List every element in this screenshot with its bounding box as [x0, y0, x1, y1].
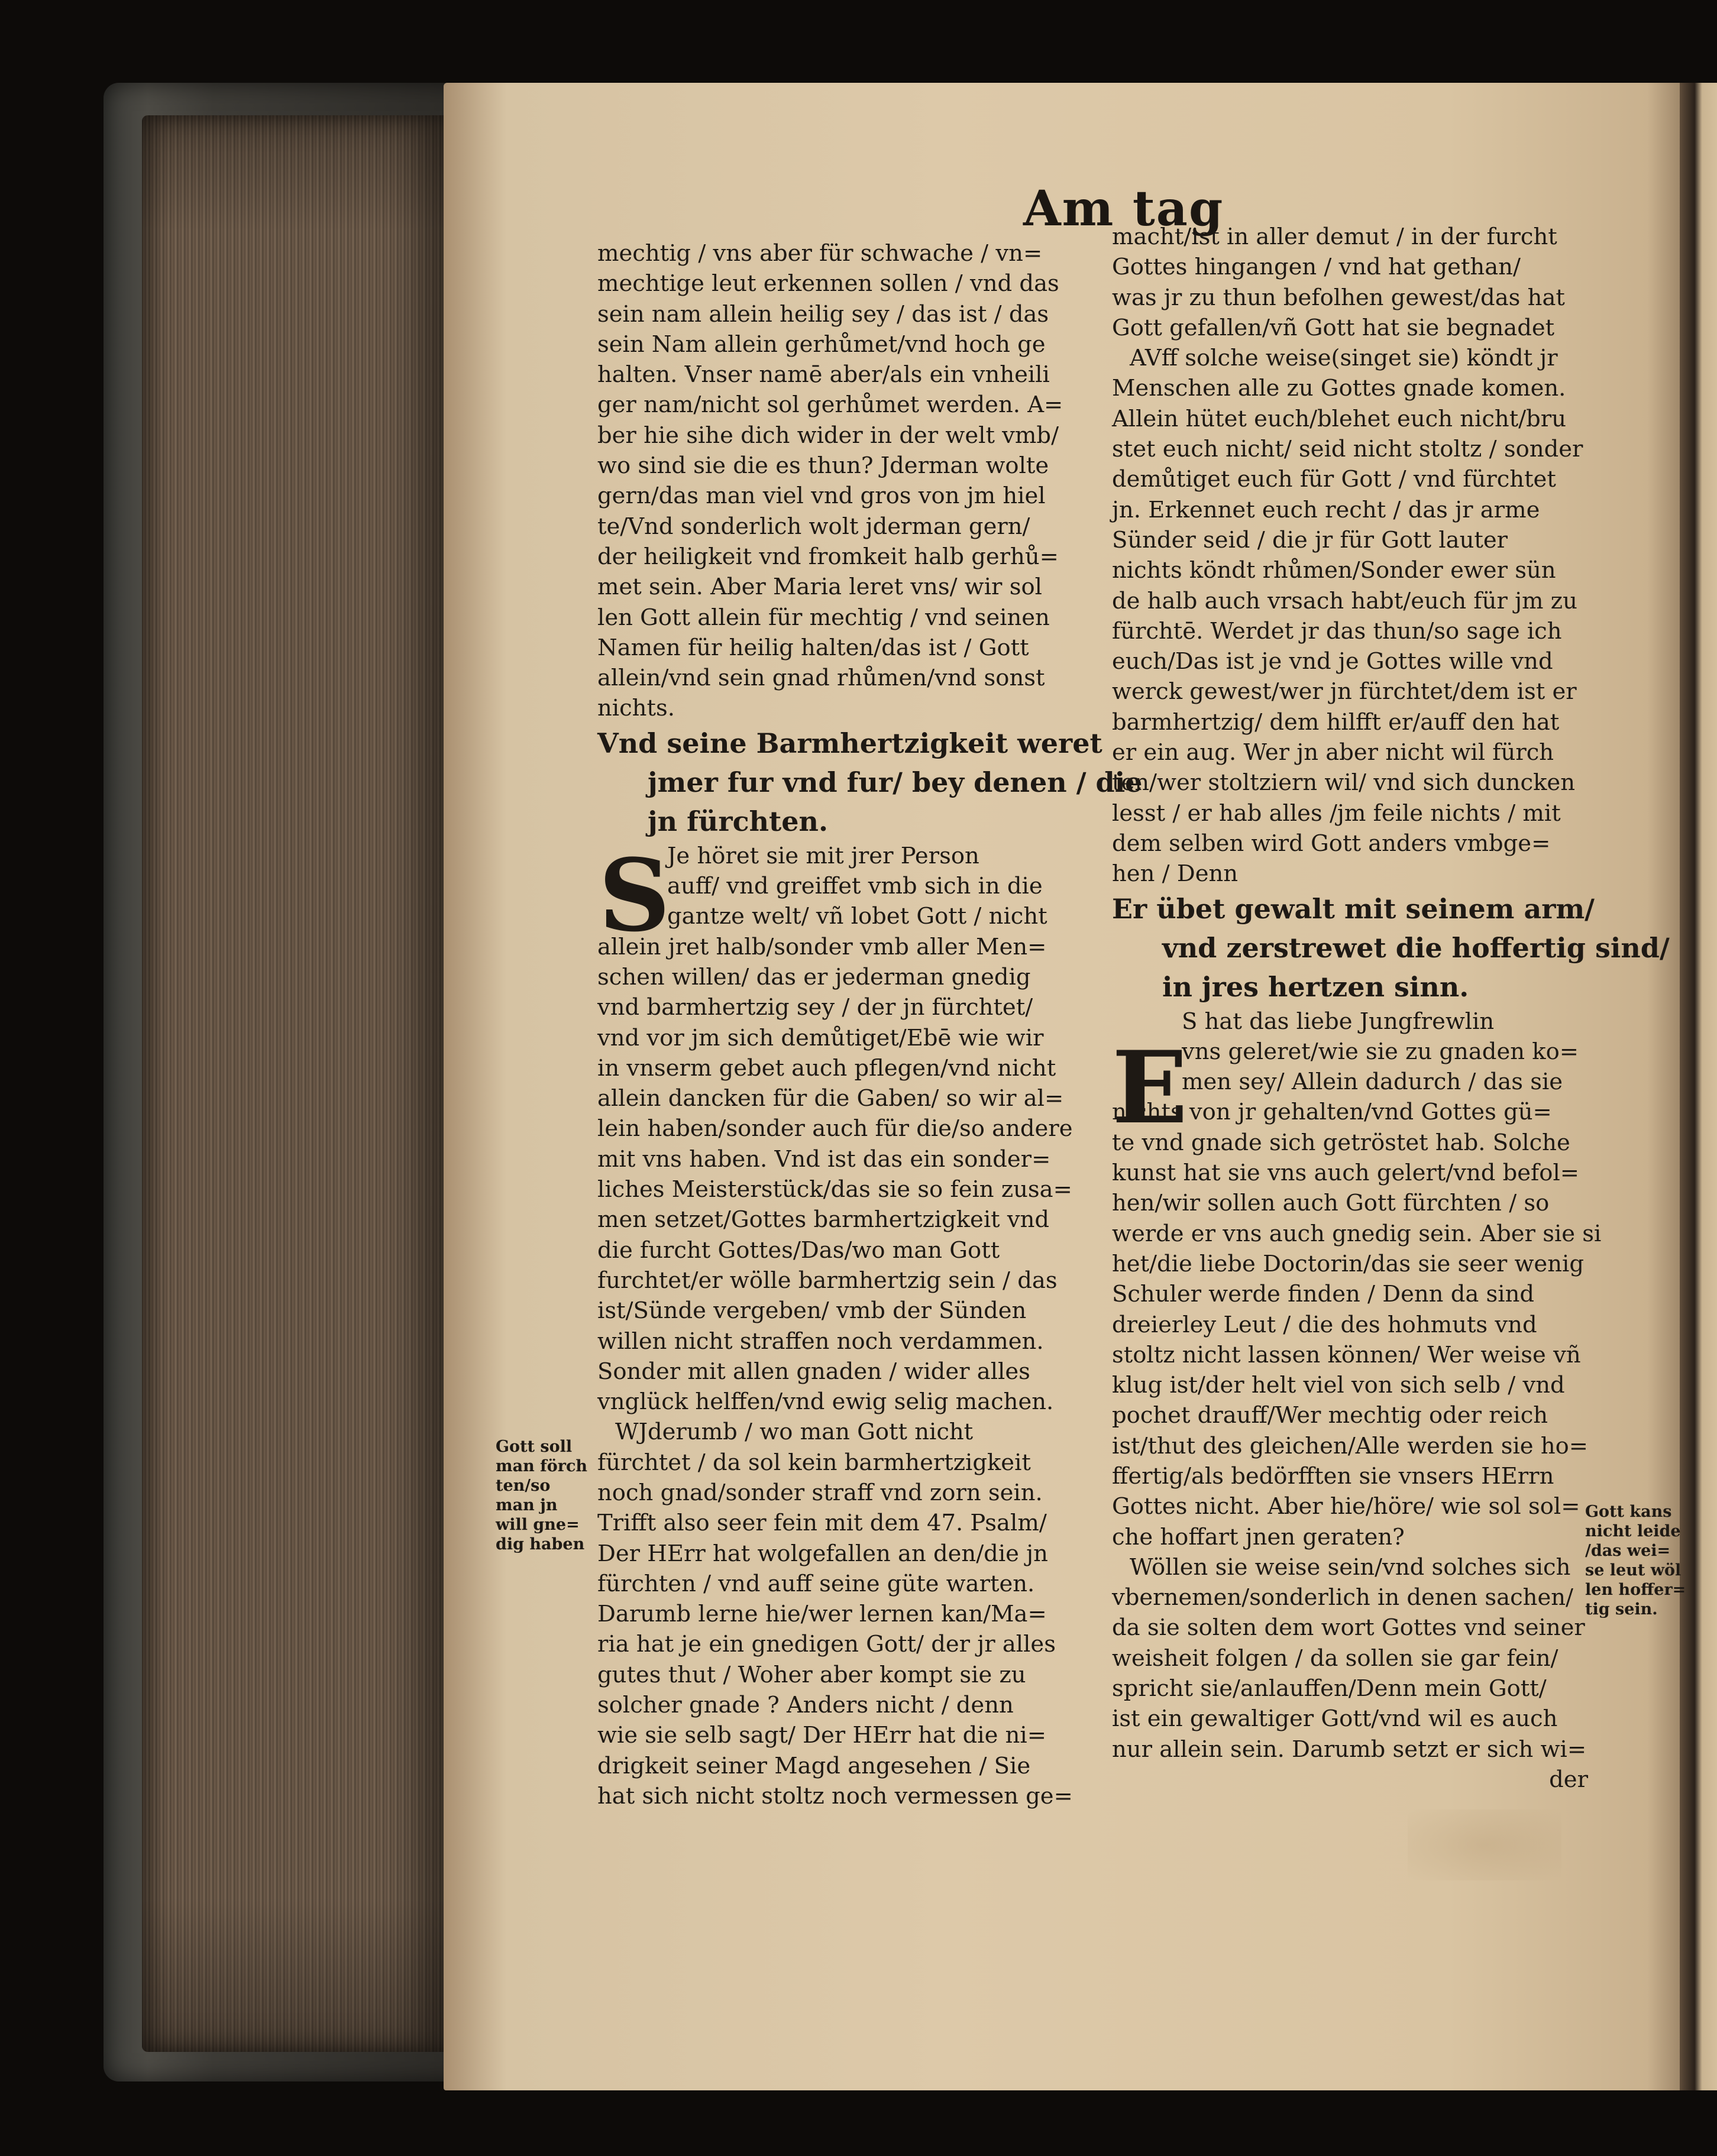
text-line: ber hie sihe dich wider in der welt vmb/ [597, 422, 1059, 449]
text-line: macht/ist in aller demut / in der furcht [1112, 224, 1557, 250]
margin-note-line: will gne= [496, 1516, 580, 1534]
text-line: te/Vnd sonderlich wolt jderman gern/ [597, 513, 1030, 540]
text-line: er ein aug. Wer jn aber nicht wil fürch [1112, 739, 1554, 766]
text-line: Namen für heilig halten/das ist / Gott [597, 634, 1029, 661]
page-edges-shade [142, 115, 444, 2052]
text-line: nichts. [597, 695, 675, 722]
text-line: nichts von jr gehalten/vnd Gottes gü= [1112, 1099, 1552, 1126]
text-line: Je höret sie mit jrer Person [667, 842, 979, 869]
margin-note-line: Gott soll [496, 1438, 573, 1456]
margin-note-line: Gott kans [1585, 1503, 1672, 1521]
text-line: ffertig/als bedörfften sie vnsers HErrn [1112, 1462, 1554, 1490]
text-line: halten. Vnser namē aber/als ein vnheili [597, 361, 1050, 389]
text-line: mechtige leut erkennen sollen / vnd das [597, 270, 1059, 297]
text-line: ist/thut des gleichen/Alle werden sie ho= [1112, 1432, 1589, 1459]
text-line: sein Nam allein gerhůmet/vnd hoch ge [597, 331, 1046, 358]
verse-line: Er übet gewalt mit seinem arm/ [1112, 892, 1595, 925]
margin-note-left [496, 1437, 587, 1554]
left-para-3 [597, 1417, 1085, 1811]
text-line: mit vns haben. Vnd ist das ein sonder= [597, 1145, 1051, 1173]
text-line: da sie solten dem wort Gottes vnd seiner [1112, 1614, 1585, 1642]
text-line: ria hat je ein gnedigen Gott/ der jr alles [597, 1631, 1056, 1658]
text-line: met sein. Aber Maria leret vns/ wir sol [597, 574, 1042, 601]
text-line: wie sie selb sagt/ Der HErr hat die ni= [597, 1722, 1046, 1749]
text-line: auff/ vnd greiffet vmb sich in die [667, 873, 1043, 900]
margin-note-line: dig haben [496, 1535, 585, 1553]
right-para-1 [1112, 222, 1588, 889]
margin-note-line: tig sein. [1585, 1600, 1658, 1618]
text-line: hen / Denn [1112, 860, 1239, 888]
text-line: Schuler werde finden / Denn da sind [1112, 1281, 1535, 1308]
text-line: fürchten / vnd auff seine güte warten. [597, 1570, 1035, 1597]
text-line: gantze welt/ vñ lobet Gott / nicht [667, 903, 1047, 930]
margin-note-line: nicht leide [1585, 1522, 1681, 1540]
text-line: sein nam allein heilig sey / das ist / das [597, 300, 1049, 328]
text-line: AVff solche weise(singet sie) köndt jr [1130, 345, 1558, 372]
left-para-1 [597, 238, 1085, 724]
text-line: ist/Sünde vergeben/ vmb der Sünden [597, 1297, 1027, 1325]
text-line: dem selben wird Gott anders vmbge= [1112, 830, 1551, 857]
text-line: Wöllen sie weise sein/vnd solches sich [1130, 1553, 1571, 1581]
text-line: ger nam/nicht sol gerhůmet werden. A= [597, 391, 1063, 419]
margin-note-line: se leut wöl [1585, 1561, 1682, 1579]
text-line: barmhertzig/ dem hilfft er/auff den hat [1112, 708, 1560, 736]
verse-line: jmer fur vnd fur/ bey denen / die [648, 766, 1143, 798]
text-line: vnd barmhertzig sey / der jn fürchtet/ [597, 994, 1033, 1021]
running-head: Am tag [1023, 180, 1224, 237]
margin-note-line: ten/so [496, 1477, 551, 1495]
text-line: werde er vns auch gnedig sein. Aber sie si [1112, 1220, 1602, 1247]
text-line: Gott gefallen/vñ Gott hat sie begnadet [1112, 314, 1555, 341]
text-line: WJderumb / wo man Gott nicht [615, 1419, 974, 1446]
text-line: allein jret halb/sonder vmb aller Men= [597, 933, 1047, 960]
text-line: vnd vor jm sich demůtiget/Ebē wie wir [597, 1024, 1044, 1051]
text-line: jn. Erkennet euch recht / das jr arme [1112, 496, 1540, 523]
text-line: solcher gnade ? Anders nicht / denn [597, 1692, 1014, 1719]
margin-note-right [1585, 1502, 1686, 1619]
text-line: fürchtē. Werdet jr das thun/so sage ich [1112, 617, 1562, 645]
text-line: stet euch nicht/ seid nicht stoltz / sonder [1112, 436, 1583, 463]
text-line: stoltz nicht lassen können/ Wer weise vñ [1112, 1341, 1581, 1368]
left-verse [597, 724, 1143, 841]
catchword: der [1549, 1766, 1588, 1793]
text-line: demůtiget euch für Gott / vnd fürchtet [1112, 466, 1556, 493]
text-line: wo sind sie die es thun? Jderman wolte [597, 452, 1049, 480]
text-line: kunst hat sie vns auch gelert/vnd befol= [1112, 1160, 1580, 1187]
text-line: fürchtet / da sol kein barmhertzigkeit [597, 1449, 1031, 1476]
text-line: men sey/ Allein dadurch / das sie [1182, 1069, 1563, 1096]
text-line: allein dancken für die Gaben/ so wir al= [597, 1085, 1064, 1112]
text-line: nichts köndt rhůmen/Sonder ewer sün [1112, 557, 1556, 584]
text-line: spricht sie/anlauffen/Denn mein Gott/ [1112, 1675, 1547, 1702]
text-line: noch gnad/sonder straff vnd zorn sein. [597, 1479, 1043, 1506]
text-line: werck gewest/wer jn fürchtet/dem ist er [1112, 678, 1577, 705]
text-line: liches Meisterstück/das sie so fein zusa= [597, 1176, 1072, 1203]
right-para-3 [1112, 1552, 1588, 1795]
text-line: nur allein sein. Darumb setzt er sich wi= [1112, 1736, 1587, 1763]
verse-line: in jres hertzen sinn. [1162, 970, 1469, 1003]
text-line: drigkeit seiner Magd angesehen / Sie [597, 1752, 1031, 1779]
text-line: lein haben/sonder auch für die/so andere [597, 1115, 1073, 1142]
text-line: de halb auch vrsach habt/euch für jm zu [1112, 587, 1577, 614]
text-line: ten/wer stoltziern wil/ vnd sich duncken [1112, 769, 1576, 797]
text-line: men setzet/Gottes barmhertzigkeit vnd [597, 1206, 1050, 1234]
text-line: furchtet/er wölle barmhertzig sein / das [597, 1267, 1058, 1294]
text-line: het/die liebe Doctorin/das sie seer wenig [1112, 1250, 1584, 1277]
text-line: lesst / er hab alles /jm feile nichts / mit [1112, 799, 1561, 827]
text-line: willen nicht straffen noch verdammen. [597, 1328, 1044, 1355]
text-line: vns geleret/wie sie zu gnaden ko= [1182, 1038, 1579, 1065]
text-line: klug ist/der helt viel von sich selb / vnd [1112, 1372, 1565, 1399]
text-line: vnglück helffen/vnd ewig selig machen. [597, 1388, 1054, 1416]
text-line: hat sich nicht stoltz noch vermessen ge= [597, 1782, 1073, 1809]
text-line: in vnserm gebet auch pflegen/vnd nicht [597, 1054, 1056, 1082]
text-line: hen/wir sollen auch Gott fürchten / so [1112, 1190, 1550, 1217]
text-line: der heiligkeit vnd fromkeit halb gerhů= [597, 543, 1059, 570]
text-line: Darumb lerne hie/wer lernen kan/Ma= [597, 1601, 1047, 1628]
text-line: te vnd gnade sich getröstet hab. Solche [1112, 1129, 1570, 1156]
verse-line: Vnd seine Barmhertzigkeit weret [597, 727, 1102, 759]
text-line: euch/Das ist je vnd je Gottes wille vnd [1112, 648, 1553, 675]
margin-note-line: len hoffer= [1585, 1581, 1686, 1599]
margin-note-line: man förch [496, 1457, 588, 1475]
text-line: weisheit folgen / da sollen sie gar fein/ [1112, 1644, 1558, 1672]
text-line: schen willen/ das er jederman gnedig [597, 963, 1031, 990]
text-line: Sünder seid / die jr für Gott lauter [1112, 526, 1508, 553]
decorated-initial-e: E [1112, 1029, 1188, 1146]
paper-stain [1408, 1809, 1561, 1880]
text-line: Gottes hingangen / vnd hat gethan/ [1112, 254, 1521, 281]
left-column [597, 238, 1143, 1811]
text-line: ist ein gewaltiger Gott/vnd wil es auch [1112, 1705, 1558, 1733]
text-line: dreierley Leut / die des hohmuts vnd [1112, 1311, 1537, 1338]
text-line: S hat das liebe Jungfrewlin [1182, 1008, 1495, 1035]
text-line: die furcht Gottes/Das/wo man Gott [597, 1236, 1000, 1264]
text-line: gern/das man viel vnd gros von jm hiel [597, 483, 1046, 510]
text-line: Sonder mit allen gnaden / wider alles [597, 1358, 1030, 1385]
text-line: Der HErr hat wolgefallen an den/die jn [597, 1540, 1048, 1567]
verse-line: jn fürchten. [648, 805, 828, 837]
text-line: che hoffart jnen geraten? [1112, 1523, 1405, 1550]
text-line: len Gott allein für mechtig / vnd seinen [597, 604, 1050, 631]
decorated-initial-s: S [599, 837, 671, 954]
verse-line: vnd zerstrewet die hoffertig sind/ [1162, 931, 1670, 964]
margin-note-line: man jn [496, 1496, 558, 1514]
text-line: Gottes nicht. Aber hie/höre/ wie sol sol= [1112, 1493, 1580, 1520]
left-para-2 [597, 837, 1085, 1417]
text-line: gutes thut / Woher aber kompt sie zu [597, 1661, 1026, 1688]
text-line: pochet drauff/Wer mechtig oder reich [1112, 1402, 1548, 1429]
text-line: was jr zu thun befolhen gewest/das hat [1112, 284, 1565, 311]
text-line: Trifft also seer fein mit dem 47. Psalm/ [597, 1510, 1047, 1537]
right-verse [1112, 889, 1670, 1006]
margin-note-line: /das wei= [1585, 1542, 1671, 1560]
text-line: Menschen alle zu Gottes gnade komen. [1112, 375, 1566, 402]
gutter [1680, 83, 1717, 2090]
text-line: allein/vnd sein gnad rhůmen/vnd sonst [597, 665, 1045, 692]
text-line: Allein hütet euch/blehet euch nicht/bru [1112, 405, 1566, 432]
text-line: vbernemen/sonderlich in denen sachen/ [1112, 1584, 1574, 1611]
text-line: mechtig / vns aber für schwache / vn= [597, 240, 1043, 267]
